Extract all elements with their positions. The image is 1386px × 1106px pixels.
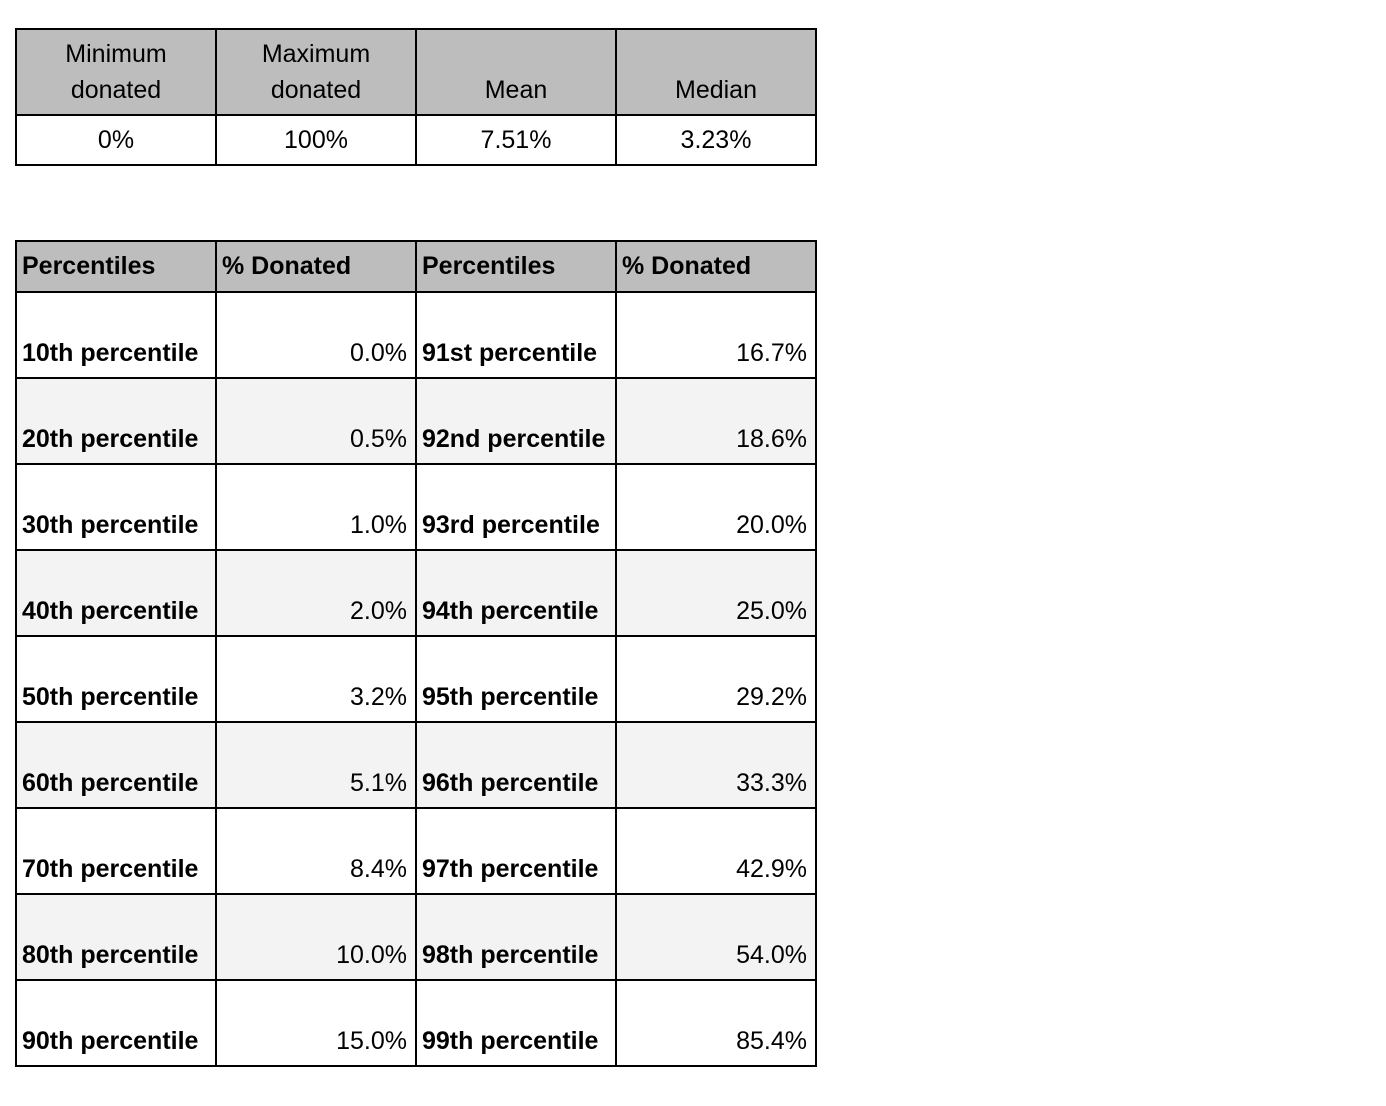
summary-value-minimum: 0% — [16, 115, 216, 165]
left-percentile-value: 0.5% — [216, 378, 416, 464]
left-percentile-label: 80th percentile — [16, 894, 216, 980]
table-row — [16, 980, 816, 1066]
left-percentile-label: 90th percentile — [16, 980, 216, 1066]
right-percentile-label: 92nd percentile — [416, 378, 616, 464]
left-percentile-value: 8.4% — [216, 808, 416, 894]
left-percentile-value: 15.0% — [216, 980, 416, 1066]
left-percentile-label: 50th percentile — [16, 636, 216, 722]
right-percentile-label: 97th percentile — [416, 808, 616, 894]
left-percentile-label: 30th percentile — [16, 464, 216, 550]
table-row — [16, 636, 816, 722]
percentile-header-row — [16, 241, 816, 292]
table-row — [16, 808, 816, 894]
table-row — [16, 292, 816, 378]
right-percentile-value: 85.4% — [616, 980, 816, 1066]
summary-table — [15, 28, 817, 166]
percentile-header-right-label: Percentiles — [416, 241, 616, 292]
right-percentile-label: 95th percentile — [416, 636, 616, 722]
summary-value-row — [16, 115, 816, 165]
table-row — [16, 550, 816, 636]
table-row — [16, 722, 816, 808]
left-percentile-label: 60th percentile — [16, 722, 216, 808]
table-row — [16, 378, 816, 464]
right-percentile-value: 20.0% — [616, 464, 816, 550]
summary-value-median: 3.23% — [616, 115, 816, 165]
right-percentile-label: 96th percentile — [416, 722, 616, 808]
left-percentile-value: 5.1% — [216, 722, 416, 808]
right-percentile-label: 98th percentile — [416, 894, 616, 980]
left-percentile-value: 10.0% — [216, 894, 416, 980]
right-percentile-label: 91st percentile — [416, 292, 616, 378]
right-percentile-value: 54.0% — [616, 894, 816, 980]
right-percentile-value: 16.7% — [616, 292, 816, 378]
right-percentile-value: 42.9% — [616, 808, 816, 894]
right-percentile-value: 29.2% — [616, 636, 816, 722]
left-percentile-value: 0.0% — [216, 292, 416, 378]
table-row — [16, 894, 816, 980]
left-percentile-label: 20th percentile — [16, 378, 216, 464]
summary-value-mean: 7.51% — [416, 115, 616, 165]
right-percentile-value: 25.0% — [616, 550, 816, 636]
summary-header-mean: Mean — [416, 29, 616, 115]
summary-header-median: Median — [616, 29, 816, 115]
summary-value-maximum: 100% — [216, 115, 416, 165]
summary-header-row — [16, 29, 816, 115]
summary-header-maximum: Maximum donated — [216, 29, 416, 115]
left-percentile-value: 3.2% — [216, 636, 416, 722]
left-percentile-value: 1.0% — [216, 464, 416, 550]
summary-header-minimum: Minimum donated — [16, 29, 216, 115]
right-percentile-label: 99th percentile — [416, 980, 616, 1066]
right-percentile-value: 18.6% — [616, 378, 816, 464]
right-percentile-label: 93rd percentile — [416, 464, 616, 550]
left-percentile-label: 10th percentile — [16, 292, 216, 378]
left-percentile-value: 2.0% — [216, 550, 416, 636]
percentile-header-left-label: Percentiles — [16, 241, 216, 292]
right-percentile-value: 33.3% — [616, 722, 816, 808]
percentile-table — [15, 240, 817, 1067]
left-percentile-label: 70th percentile — [16, 808, 216, 894]
percentile-header-left-value: % Donated — [216, 241, 416, 292]
right-percentile-label: 94th percentile — [416, 550, 616, 636]
left-percentile-label: 40th percentile — [16, 550, 216, 636]
percentile-header-right-value: % Donated — [616, 241, 816, 292]
table-row — [16, 464, 816, 550]
